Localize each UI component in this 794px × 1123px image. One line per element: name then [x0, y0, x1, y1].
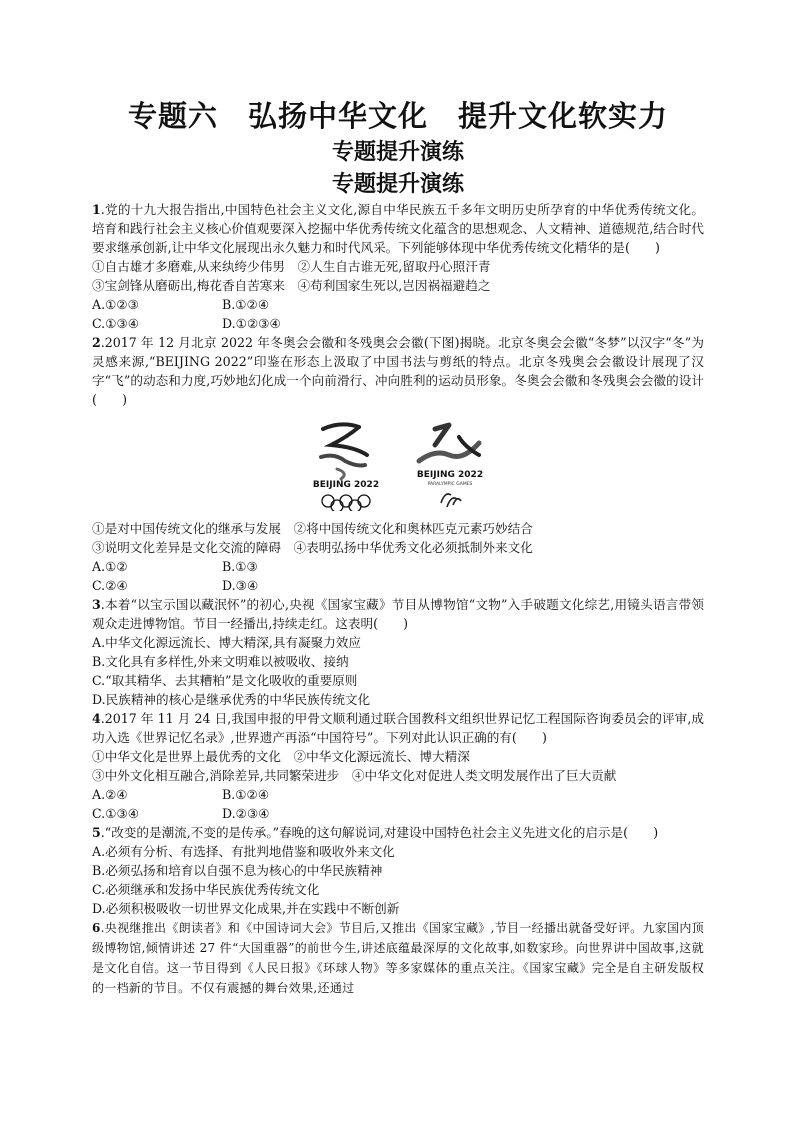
option-a: A.①② — [92, 559, 128, 574]
option-row — [92, 785, 704, 804]
option-a: A.中华文化源远流长、博大精深,具有凝聚力效应 — [92, 635, 361, 650]
option-b: B.文化具有多样性,外来文明难以被吸收、接纳 — [92, 654, 349, 669]
question-number: 4 — [92, 711, 101, 726]
question-number: 2 — [92, 335, 101, 350]
question-number: 1 — [92, 202, 101, 217]
option-b: B.①②④ — [222, 787, 270, 802]
option-c: C.必须继承和发扬中华民族优秀传统文化 — [92, 882, 320, 897]
emblem-left-label: BEIJING 2022 — [312, 480, 380, 490]
question-5-stem — [92, 823, 704, 842]
option-d: D.①②③④ — [222, 316, 281, 331]
option-a: A.②④ — [92, 787, 128, 802]
question-text: .2017 年 12 月北京 2022 年冬奥会会徽和冬残奥会会徽(下图)揭晓。北京冬奥会会徽“冬梦”以汉字“冬”为灵感来源,“BEIJING 2022”印鉴在形态上汲取了中国书法与剪纸的特点。北京冬残奥会会徽设计展现了汉字“飞”的动态和力度,巧妙地幻化成一个向前滑行、冲向胜利的运动员形象。冬奥会会徽和冬残奥会会徽的设计( ) — [92, 335, 704, 407]
statement-line: ③说明文化差异是文化交流的障碍 ④表明弘扬中华优秀文化必须抵制外来文化 — [92, 540, 533, 555]
question-2 — [92, 333, 704, 595]
page — [92, 96, 704, 998]
question-4-stem — [92, 709, 704, 747]
option-b: B.①③ — [222, 559, 258, 574]
page-title: 专题六 弘扬中华文化 提升文化软实力 — [127, 99, 668, 133]
option-row — [92, 804, 704, 823]
statement-line: ③中外文化相互融合,消除差异,共同繁荣进步 ④中华文化对促进人类文明发展作出了巨大贡献 — [92, 768, 617, 783]
emblem-right-sublabel: PARALYMPIC GAMES — [427, 482, 473, 487]
question-4 — [92, 709, 704, 823]
question-3 — [92, 595, 704, 709]
statement-line: ①中华文化是世界上最优秀的文化 ②中华文化源远流长、博大精深 — [92, 749, 470, 764]
subtitle-2: 专题提升演练 — [331, 171, 464, 197]
question-number: 5 — [92, 825, 101, 840]
statement-line: ①自古雄才多磨难,从来纨绔少伟男 ②人生自古谁无死,留取丹心照汗青 — [92, 259, 491, 274]
question-1-stem — [92, 200, 704, 257]
olympic-emblem-image — [301, 415, 391, 511]
question-5 — [92, 823, 704, 918]
paralympic-emblem-image — [405, 415, 495, 511]
option-c: C.①③④ — [92, 806, 140, 821]
subtitle-1: 专题提升演练 — [331, 139, 464, 165]
question-text: .2017 年 11 月 24 日,我国申报的甲骨文顺利通过联合国教科文组织世界记忆工程国际咨询委员会的评审,成功入选《世界记忆名录》,世界遗产再添“中国符号”。下列对此认识正确的有( ) — [92, 711, 704, 745]
option-a: A.①②③ — [92, 297, 139, 312]
option-row — [92, 576, 704, 595]
paralympic-agitos-icon — [441, 494, 461, 507]
option-d: D.必须积极吸收一切世界文化成果,并在实践中不断创新 — [92, 901, 400, 916]
option-d: D.②③④ — [222, 806, 270, 821]
option-c: C.“取其精华、去其糟粕”是文化吸收的重要原则 — [92, 673, 358, 688]
question-number: 3 — [92, 597, 101, 612]
question-number: 6 — [92, 921, 101, 935]
question-6 — [92, 918, 704, 998]
option-b: B.必须弘扬和培育以自强不息为核心的中华民族精神 — [92, 863, 383, 878]
option-c: C.②④ — [92, 578, 128, 593]
option-a: A.必须有分析、有选择、有批判地借鉴和吸收外来文化 — [92, 844, 395, 859]
emblems-figure — [92, 415, 704, 511]
option-b: B.①②④ — [222, 297, 270, 312]
option-d: D.③④ — [222, 578, 259, 593]
option-c: C.①③④ — [92, 316, 140, 331]
question-1 — [92, 200, 704, 333]
question-2-stem — [92, 333, 704, 409]
olympic-rings-icon — [322, 495, 370, 511]
emblem-right-label: BEIJING 2022 — [416, 470, 484, 480]
option-d: D.民族精神的核心是继承优秀的中华民族传统文化 — [92, 692, 371, 707]
question-text: .本着“以宝示国以藏泯怀”的初心,央视《国家宝藏》节目从博物馆“文物”入手破题文化综艺,用镜头语言带领观众走进博物馆。节目一经播出,持续走红。这表明( ) — [92, 597, 704, 631]
question-3-stem — [92, 595, 704, 633]
statement-line: ③宝剑锋从磨砺出,梅花香自苦寒来 ④苟利国家生死以,岂因祸福避趋之 — [92, 278, 491, 293]
question-text: .党的十九大报告指出,中国特色社会主义文化,源自中华民族五千多年文明历史所孕育的中华优秀传统文化。培育和践行社会主义核心价值观要深入挖掘中华优秀传统文化蕴含的思想观念、人文精神、道德规范,结合时代要求继承创新,让中华文化展现出永久魅力和时代风采。下列能够体现中华优秀传统文化精华的是( ) — [92, 202, 704, 255]
option-row — [92, 557, 704, 576]
option-row — [92, 314, 704, 333]
question-text: .央视继推出《朗读者》和《中国诗词大会》节目后,又推出《国家宝藏》,节目一经播出就备受好评。九家国内顶级博物馆,倾情讲述 27 件“大国重器”的前世今生,讲述底蕴最深厚的文化故事,如数家珍。向世界讲中国故事,这就是文化自信。这一节目得到《人民日报》《环球人物》等多家媒体的重点关注。《国家宝藏》完全是自主研发版权的一档新的节目。不仅有震撼的舞台效果,还通过 — [92, 921, 704, 995]
statement-line: ①是对中国传统文化的继承与发展 ②将中国传统文化和奥林匹克元素巧妙结合 — [92, 521, 533, 536]
question-text: .“改变的是潮流,不变的是传承。”春晚的这句解说词,对建设中国特色社会主义先进文化的启示是( ) — [100, 825, 659, 840]
option-row — [92, 295, 704, 314]
question-6-stem — [92, 918, 704, 998]
